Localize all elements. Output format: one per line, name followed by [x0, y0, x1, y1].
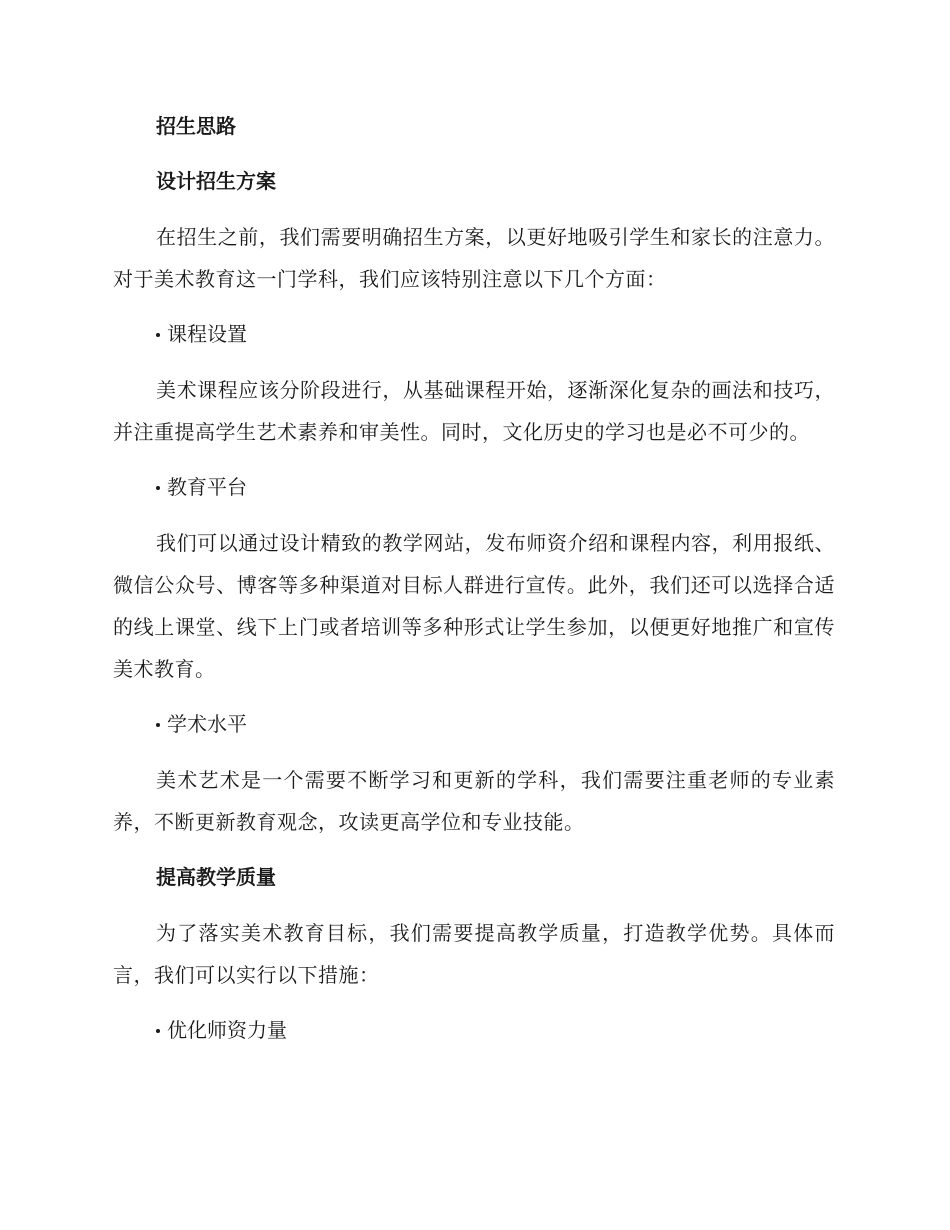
bullet-dot-icon [156, 723, 160, 727]
document-page [113, 106, 835, 1065]
list-item-course-setup [113, 314, 835, 354]
list-item-label: 优化师资力量 [167, 1018, 287, 1042]
section-heading-enrollment-plan: 设计招生方案 [156, 169, 276, 193]
list-item-academic-level [113, 704, 835, 744]
bullet-dot-icon [156, 486, 160, 490]
section-intro-enrollment-plan: 在招生之前，我们需要明确招生方案，以更好地吸引学生和家长的注意力。对于美术教育这一门学科，我们应该特别注意以下几个方面： [113, 225, 835, 291]
list-item-education-platform [113, 467, 835, 507]
list-item-text: 美术艺术是一个需要不断学习和更新的学科，我们需要注重老师的专业素养，不断更新教育观念，攻读更高学位和专业技能。 [113, 768, 835, 834]
list-item-text: 美术课程应该分阶段进行，从基础课程开始，逐渐深化复杂的画法和技巧，并注重提高学生艺术素养和审美性。同时，文化历史的学习也是必不可少的。 [113, 378, 835, 444]
list-item-faculty [113, 1010, 835, 1050]
section-heading-teaching-quality: 提高教学质量 [156, 865, 276, 889]
section-intro-teaching-quality: 为了落实美术教育目标，我们需要提高教学质量，打造教学优势。具体而言，我们可以实行以下措施： [113, 921, 835, 987]
bullet-dot-icon [156, 333, 160, 337]
list-item-label: 课程设置 [167, 322, 247, 346]
list-item-label: 教育平台 [167, 475, 247, 499]
bullet-dot-icon [156, 1029, 160, 1033]
list-item-text: 我们可以通过设计精致的教学网站，发布师资介绍和课程内容，利用报纸、微信公众号、博客等多种渠道对目标人群进行宣传。此外，我们还可以选择合适的线上课堂、线下上门或者培训等多种形式让学生参加，以便更好地推广和宣传美术教育。 [113, 531, 835, 681]
document-title: 招生思路 [156, 114, 236, 138]
list-item-label: 学术水平 [167, 712, 247, 736]
